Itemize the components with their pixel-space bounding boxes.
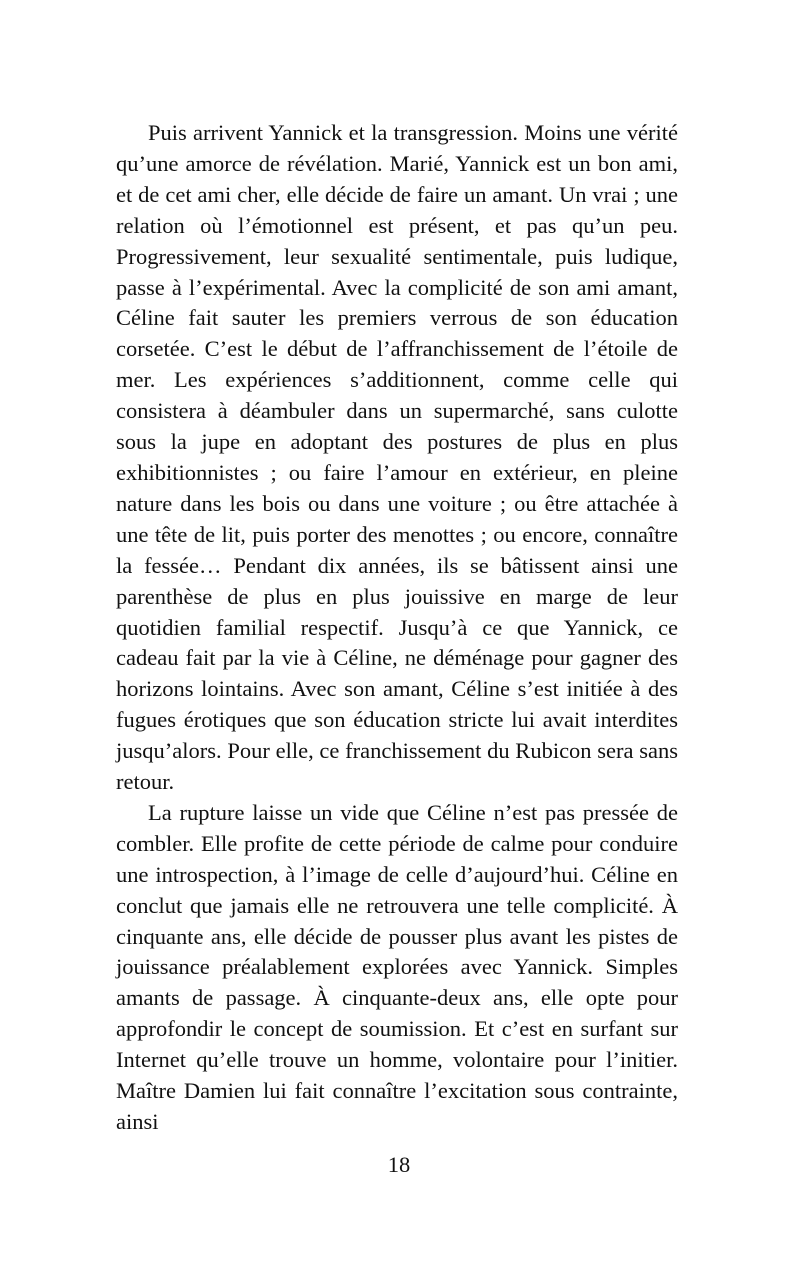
paragraph-1: Puis arrivent Yannick et la transgression. Moins une vérité qu’une amorce de révélation. Marié, Yannick est un bon ami, et de cet ami cher, elle décide de faire un amant. Un vrai ; une relation où l’émotionnel est présent, et pas qu’un peu. Progressivement, leur sexualité sentimentale, puis ludique, passe à l’expérimental. Avec la complicité de son ami amant, Céline fait sauter les premiers verrous de son éducation corsetée. C’est le début de l’affranchissement de l’étoile de mer. Les expériences s’additionnent, comme celle qui consistera à déambuler dans un supermarché, sans culotte sous la jupe en adoptant des postures de plus en plus exhibitionnistes ; ou faire l’amour en extérieur, en pleine nature dans les bois ou dans une voiture ; ou être attachée à une tête de lit, puis porter des menottes ; ou encore, connaître la fessée… Pendant dix années, ils se bâtissent ainsi une parenthèse de plus en plus jouissive en marge de leur quotidien familial respectif. Jusqu’à ce que Yannick, ce cadeau fait par la vie à Céline, ne déménage pour gagner des horizons lointains. Avec son amant, Céline s’est initiée à des fugues érotiques que son éducation stricte lui avait interdites jusqu’alors. Pour elle, ce franchissement du Rubicon sera sans retour. (116, 120, 678, 795)
paragraph-2: La rupture laisse un vide que Céline n’est pas pressée de combler. Elle profite de cette période de calme pour conduire une introspection, à l’image de celle d’aujourd’hui. Céline en conclut que jamais elle ne retrouvera une telle complicité. À cinquante ans, elle décide de pousser plus avant les pistes de jouissance préalablement explorées avec Yannick. Simples amants de passage. À cinquante-deux ans, elle opte pour approfondir le concept de soumission. Et c’est en surfant sur Internet qu’elle trouve un homme, volontaire pour l’initier. Maître Damien lui fait connaître l’excitation sous contrainte, ainsi (116, 799, 678, 1134)
page-number: 18 (387, 1152, 411, 1177)
body-text (116, 118, 678, 1138)
